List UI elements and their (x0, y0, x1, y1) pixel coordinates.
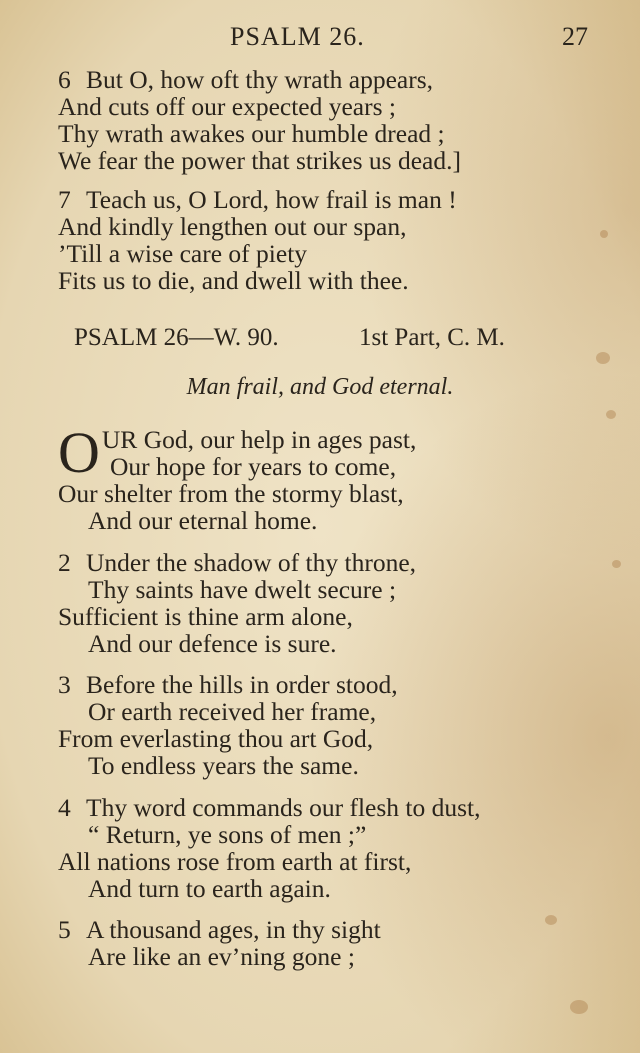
verse-line: Fits us to die, and dwell with thee. (58, 266, 409, 295)
drop-cap: O (58, 420, 100, 485)
verse-line: From everlasting thou art God, (58, 724, 374, 753)
verse-line: 7 Teach us, O Lord, how frail is man ! (58, 185, 457, 214)
running-head (0, 22, 640, 54)
stanza-number: 6 (58, 65, 71, 94)
foxing-spot (600, 230, 608, 238)
stanza-1 (58, 420, 417, 535)
stanza-5 (58, 916, 381, 970)
psalm-subtitle: Man frail, and God eternal. (186, 374, 454, 400)
verse-line: UR God, our help in ages past, (101, 425, 417, 454)
foxing-spot (545, 915, 557, 925)
verse-line: All nations rose from earth at first, (58, 847, 412, 876)
verse-line: Or earth received her frame, (88, 697, 377, 726)
page-number: 27 (562, 22, 588, 51)
psalm-title: PSALM 26—W. 90. (74, 324, 279, 351)
foxing-spot (606, 410, 616, 419)
foxing-spot (596, 352, 610, 364)
stanza-6 (58, 66, 461, 174)
verse-line: And turn to earth again. (88, 874, 331, 903)
verse-line: ’Till a wise care of piety (58, 239, 308, 268)
stanza-number: 5 (58, 915, 71, 944)
stanza-number: 2 (58, 548, 71, 577)
verse-line: Thy wrath awakes our humble dread ; (58, 119, 445, 148)
verse-line: 4 Thy word commands our flesh to dust, (58, 793, 481, 822)
verse-line: And our eternal home. (88, 506, 318, 535)
stanza-4 (58, 794, 481, 902)
verse-line: To endless years the same. (88, 751, 359, 780)
foxing-spot (570, 1000, 588, 1014)
stanza-3 (58, 671, 398, 779)
verse-line: 3 Before the hills in order stood, (58, 670, 398, 699)
verse-line: And our defence is sure. (88, 629, 337, 658)
foxing-spot (612, 560, 621, 568)
verse-line: Thy saints have dwelt secure ; (88, 575, 397, 604)
verse-line: And kindly lengthen out our span, (58, 212, 407, 241)
verse-line: 5 A thousand ages, in thy sight (58, 915, 381, 944)
verse-line: 6 But O, how oft thy wrath appears, (58, 65, 434, 94)
verse-line: We fear the power that strikes us dead.] (58, 146, 461, 175)
verse-line: 2 Under the shadow of thy throne, (58, 548, 417, 577)
running-head-title: PSALM 26. (230, 22, 365, 51)
stanza-2 (58, 549, 416, 657)
verse-line: Our shelter from the stormy blast, (58, 479, 404, 508)
verse-line: “ Return, ye sons of men ;” (88, 820, 367, 849)
stanza-number: 7 (58, 185, 71, 214)
verse-line: Sufficient is thine arm alone, (58, 602, 353, 631)
psalm-meter: 1st Part, C. M. (359, 324, 505, 351)
stanza-7 (58, 186, 457, 294)
stanza-number: 3 (58, 670, 71, 699)
stanza-number: 4 (58, 793, 71, 822)
verse-line: Our hope for years to come, (110, 452, 397, 481)
verse-line: Are like an ev’ning gone ; (88, 942, 355, 971)
verse-line: And cuts off our expected years ; (58, 92, 396, 121)
